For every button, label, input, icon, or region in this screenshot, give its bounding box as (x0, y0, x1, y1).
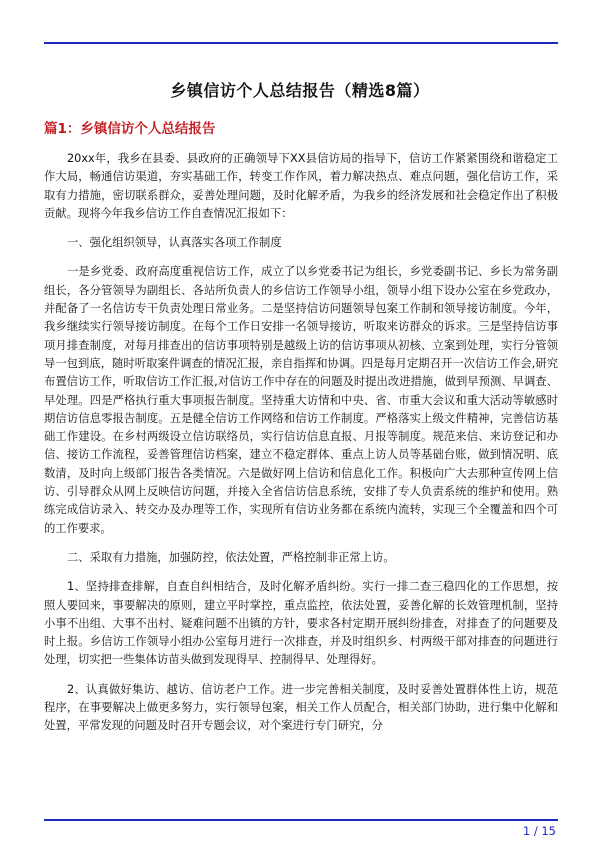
section-heading: 篇1：乡镇信访个人总结报告 (44, 121, 216, 137)
subheading-measures: 二、采取有力措施，加强防控，依法处置，严格控制非正常上访。 (67, 550, 395, 564)
paragraph-screening: 1、坚持排查排解，自查自纠相结合，及时化解矛盾纠纷。实行一排二查三稳四化的工作思想，按照人要回来，事要解决的原则，建立平时掌控，重点监控，依法处置，妥善化解的长效管理机制，坚持小事不出组、大事不出村、疑难问题不出镇的方针，要求各村定期开展纠纷排查，对排查了的问题要及时上报。乡信访工作领导小组办公室每月进行一次排查，并及时组织乡、村两级干部对排查的问题进行处理，切实把一些集体访苗头做到发现得早、控制得早、处理得好。 (44, 580, 558, 667)
footer-rule (44, 819, 558, 821)
page-indicator: 1 / 15 (522, 824, 556, 838)
subheading-organization: 一、强化组织领导，认真落实各项工作制度 (67, 236, 282, 250)
document-body (44, 150, 558, 747)
header-rule (44, 42, 558, 44)
paragraph-intro: 20xx年，我乡在县委、县政府的正确领导下XX县信访局的指导下，信访工作紧紧围绕和谐稳定工作大局，畅通信访渠道，夯实基础工作，转变工作作风，着力解决热点、难点问题，强化信访工作，采取有力措施，密切联系群众，妥善处理问题，及时化解矛盾，为我乡的经济发展和社会稳定作出了积极贡献。现将今年我乡信访工作自查情况汇报如下： (44, 152, 558, 220)
document-title: 乡镇信访个人总结报告（精选8篇） (170, 81, 430, 100)
paragraph-organization: 一是乡党委、政府高度重视信访工作，成立了以乡党委书记为组长，乡党委副书记、乡长为常务副组长，各分管领导为副组长、各站所负责人的乡信访工作领导小组，领导小组下设办公室在乡党政办，并配备了一名信访专干负责处理日常业务。二是坚持信访问题领导包案工作制和领导接访制度。今年，我乡继续实行领导接访制度。在每个工作日安排一名领导接访，听取来访群众的诉求。三是坚持信访事项月排查制度，对每月排查出的信访事项特别是越级上访的信访事项从初核、立案到处理，实行分管领导一包到底，随时听取案件调查的情况汇报，亲自指挥和协调。四是每月定期召开一次信访工作会,研究布置信访工作，听取信访工作汇报,对信访工作中存在的问题及时提出改进措施，做到早预测、早调查、早处理。四是严格执行重大事项报告制度。坚持重大访情和中央、省、市重大会议和重大活动等敏感时期信访信息零报告制度。五是健全信访工作网络和信访工作制度。严格落实上级文件精神，完善信访基础工作建设。在乡村两级设立信访联络员，实行信访信息直报、月报等制度。规范来信、来访登记和办信、接访工作流程，妥善管理信访档案，建立不稳定群体、重点上访人员等基础台账，做到情况明、底数清，及时向上级部门报告各类情况。六是做好网上信访和信息化工作。积极向广大去那种宣传网上信访、引导群众从网上反映信访问题，并接入全省信访信息系统，安排了专人负责系统的维护和使用。熟练完成信访录入、转交办及办理等工作，实现所有信访业务都在系统内流转，实现三个全覆盖和四个可的工作要求。 (44, 265, 558, 535)
paragraph-collective-petitions: 2、认真做好集访、越访、信访老户工作。进一步完善相关制度，及时妥善处置群体性上访，规范程序，在事要解决上做更多努力，实行领导包案，相关工作人员配合，相关部门协助，进行集中化解和处置，平常发现的问题及时召开专题会议，对个案进行专门研究，分 (44, 682, 558, 733)
